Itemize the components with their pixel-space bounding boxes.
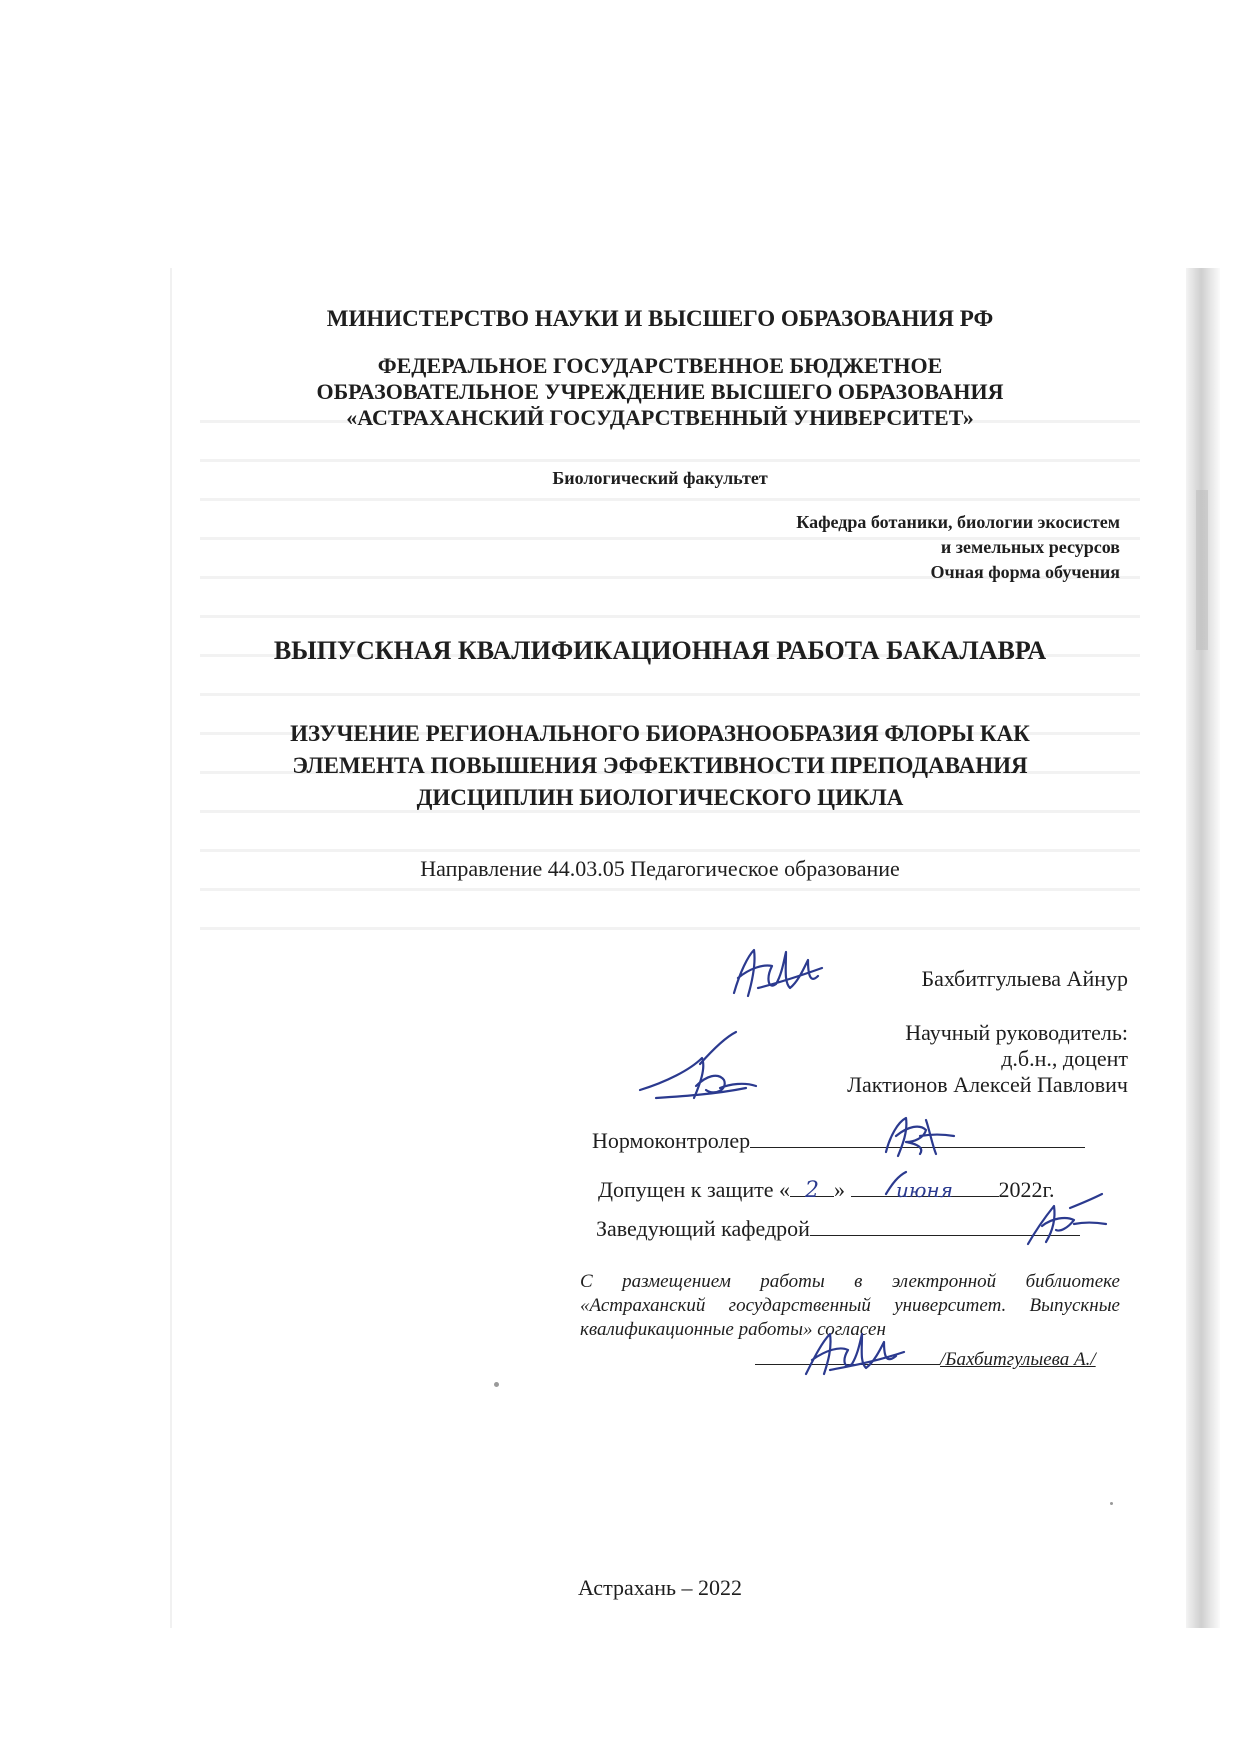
scan-speck (494, 1382, 499, 1387)
institution-heading (180, 353, 1140, 431)
author-name: Бахбитгулыева Айнур (921, 966, 1128, 991)
department-block (600, 510, 1120, 585)
admitted-line (598, 1177, 1055, 1203)
consent-signer: /Бахбитгулыева А./ (940, 1349, 1096, 1370)
scan-left-edge (170, 268, 172, 1628)
admitted-year: 2022г. (998, 1177, 1055, 1202)
study-form: Очная форма обучения (930, 562, 1120, 582)
admitted-day: 2 (805, 1178, 819, 1203)
department-line: Кафедра ботаники, биологии экосистем (796, 512, 1120, 532)
faculty-name: Биологический факультет (552, 468, 768, 488)
institution-line: ФЕДЕРАЛЬНОЕ ГОСУДАРСТВЕННОЕ БЮДЖЕТНОЕ (377, 353, 943, 378)
normcontrol-line (592, 1128, 1085, 1154)
work-type-title: ВЫПУСКНАЯ КВАЛИФИКАЦИОННАЯ РАБОТА БАКАЛАВРА (273, 636, 1047, 665)
head-line (596, 1216, 1080, 1242)
institution-line: «АСТРАХАНСКИЙ ГОСУДАРСТВЕННЫЙ УНИВЕРСИТЕТ» (346, 405, 974, 430)
admitted-label: Допущен к защите « (598, 1177, 790, 1202)
scan-right-shadow (1196, 490, 1208, 650)
admitted-quote-close: » (834, 1177, 845, 1202)
admitted-month-field (851, 1178, 999, 1202)
normcontrol-label: Нормоконтролер (592, 1128, 751, 1153)
thesis-topic (180, 718, 1140, 814)
head-label: Заведующий кафедрой (596, 1216, 810, 1241)
institution-line: ОБРАЗОВАТЕЛЬНОЕ УЧРЕЖДЕНИЕ ВЫСШЕГО ОБРАЗОВАНИЯ (316, 379, 1004, 404)
consent-signature (800, 1322, 910, 1382)
topic-line: ЭЛЕМЕНТА ПОВЫШЕНИЯ ЭФФЕКТИВНОСТИ ПРЕПОДАВАНИЯ (292, 753, 1028, 778)
topic-line: ДИСЦИПЛИН БИОЛОГИЧЕСКОГО ЦИКЛА (416, 785, 904, 810)
ministry-heading: МИНИСТЕРСТВО НАУКИ И ВЫСШЕГО ОБРАЗОВАНИЯ РФ (326, 306, 994, 331)
city-year: Астрахань – 2022 (577, 1575, 743, 1600)
topic-line: ИЗУЧЕНИЕ РЕГИОНАЛЬНОГО БИОРАЗНООБРАЗИЯ ФЛОРЫ КАК (290, 721, 1030, 746)
admitted-month: июня (896, 1178, 953, 1202)
department-line: и земельных ресурсов (940, 537, 1120, 557)
consent-statement: С размещением работы в электронной библиотеке «Астраханский государственный университет. Выпускные квалификационные работы» согласен (580, 1271, 1120, 1340)
supervisor-name: Лактионов Алексей Павлович (847, 1072, 1128, 1097)
supervisor-degree: д.б.н., доцент (1001, 1046, 1128, 1071)
supervisor-label: Научный руководитель: (905, 1020, 1128, 1045)
admitted-month-stroke (880, 1168, 920, 1198)
supervisor-block (700, 1020, 1128, 1098)
admitted-day-field (790, 1178, 834, 1203)
head-signature (1018, 1190, 1108, 1250)
scan-right-edge (1186, 268, 1220, 1628)
scan-speck (1110, 1502, 1113, 1505)
study-direction: Направление 44.03.05 Педагогическое образование (420, 856, 900, 881)
normcontrol-signature (880, 1112, 960, 1162)
bleed-through-text (200, 420, 1140, 980)
